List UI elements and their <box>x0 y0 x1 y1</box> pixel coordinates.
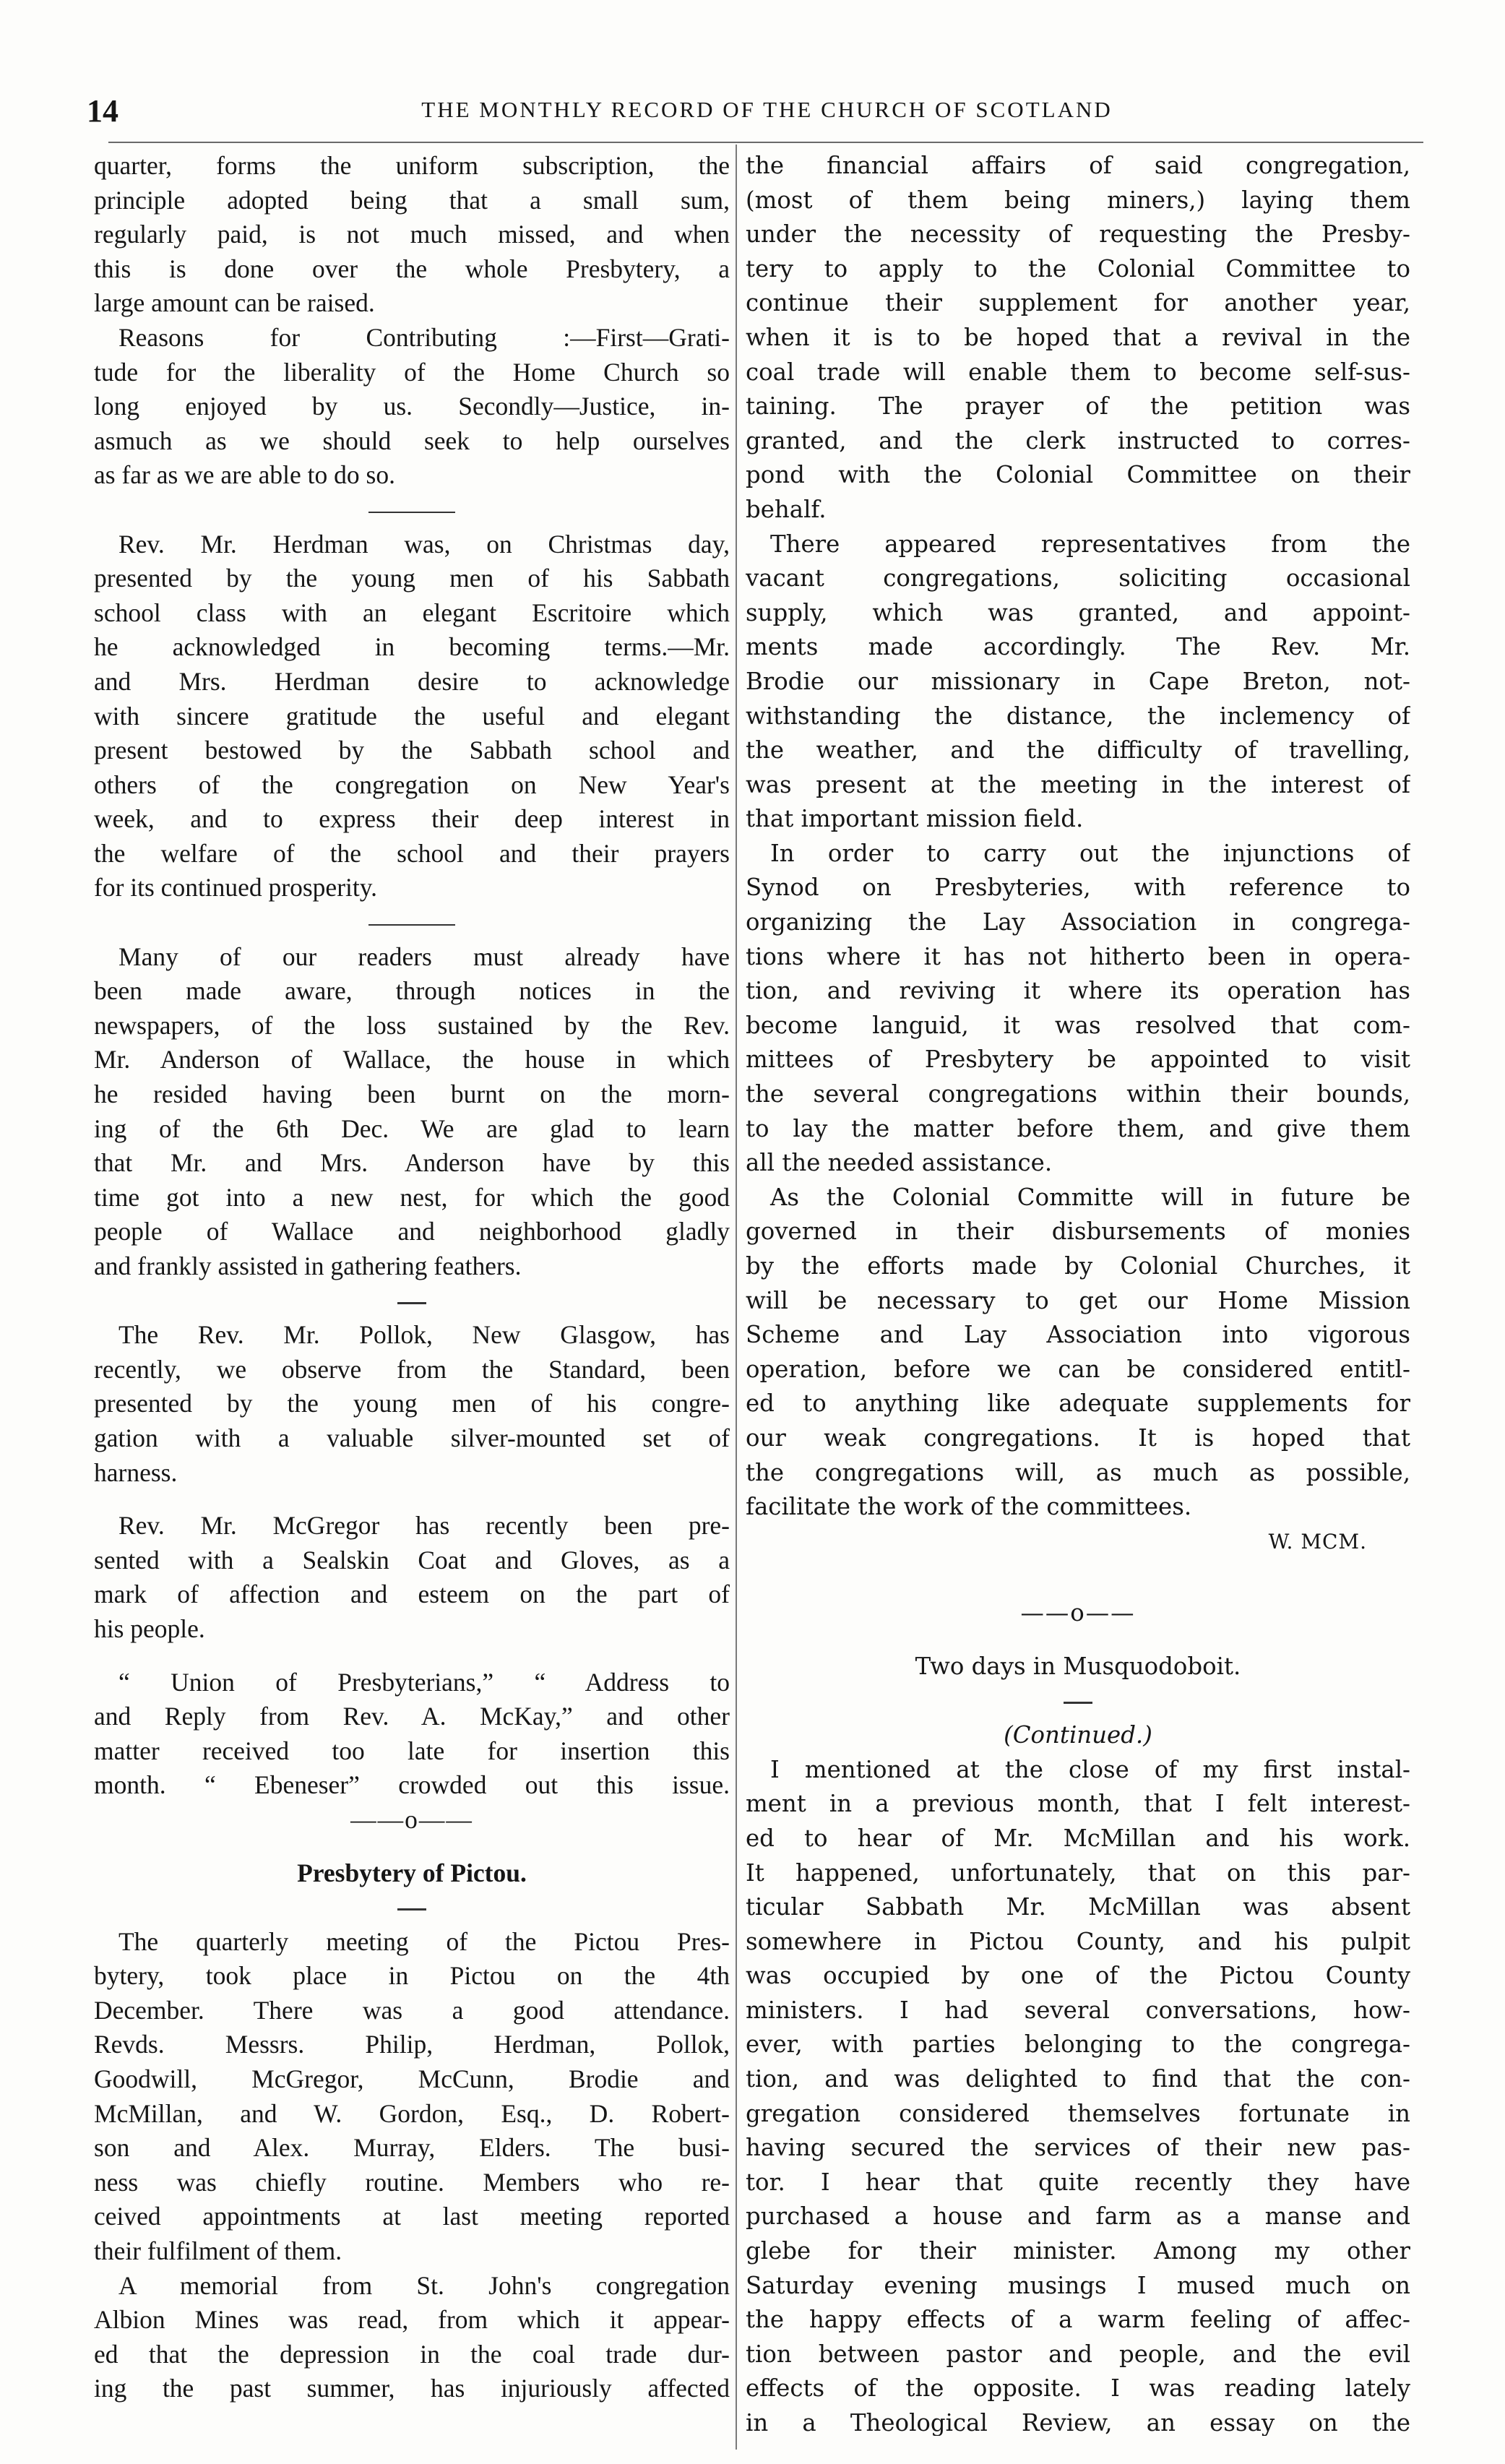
subscription-paragraph <box>94 149 730 321</box>
text-line: gation with a valuable silver-mounted set of <box>94 1423 730 1452</box>
section-separator <box>94 1284 730 1319</box>
text-line: tery to apply to the Colonial Committee to <box>746 254 1410 283</box>
text-line: withstanding the distance, the inclemency of <box>746 702 1410 730</box>
text-line: regularly paid, is not much missed, and when <box>94 220 730 249</box>
text-line: week, and to express their deep interest in <box>94 804 730 834</box>
text-line: I mentioned at the close of my first instal- <box>770 1755 1410 1783</box>
text-line: and frankly assisted in gathering feathers. <box>94 1252 522 1280</box>
text-line: with sincere gratitude the useful and elegant <box>94 701 730 731</box>
text-line: Mr. Anderson of Wallace, the house in which <box>94 1045 730 1074</box>
text-line: Scheme and Lay Association into vigorous <box>746 1321 1410 1349</box>
text-line: to lay the matter before them, and give them <box>746 1114 1410 1142</box>
section-separator: ——o—— <box>350 1804 473 1834</box>
text-line: was occupied by one of the Pictou County <box>746 1962 1410 1990</box>
text-line: mittees of Presbytery be appointed to visit <box>746 1046 1410 1074</box>
text-line: by the efforts made by Colonial Churches, it <box>746 1252 1410 1280</box>
text-line: Rev. Mr. Herdman was, on Christmas day, <box>118 529 730 559</box>
union-paragraph <box>94 1666 730 1803</box>
text-line: become languid, it was resolved that com- <box>746 1011 1410 1039</box>
vacant-paragraph <box>746 527 1410 837</box>
anderson-paragraph <box>94 940 730 1284</box>
text-line: granted, and the clerk instructed to corres- <box>746 426 1410 455</box>
text-line: somewhere in Pictou County, and his pulpit <box>746 1927 1410 1955</box>
text-line: others of the congregation on New Year's <box>94 770 730 799</box>
text-line: as far as we are able to do so. <box>94 460 395 490</box>
text-line: The Rev. Mr. Pollok, New Glasgow, has <box>118 1320 730 1350</box>
section-separator <box>94 905 730 940</box>
text-line: ticular Sabbath Mr. McMillan was absent <box>746 1893 1410 1921</box>
text-line: their fulfilment of them. <box>94 2236 342 2266</box>
text-line: December. There was a good attendance. <box>94 1995 730 2025</box>
text-line: he resided having been burnt on the morn- <box>94 1080 730 1109</box>
text-line: coal trade will enable them to become self-sus- <box>746 358 1410 386</box>
text-line: harness. <box>94 1457 178 1487</box>
signature: W. MCM. <box>1268 1529 1367 1554</box>
text-line: under the necessity of requesting the Presby- <box>746 220 1410 249</box>
text-line: There appeared representatives from the <box>770 530 1410 558</box>
text-line: continue their supplement for another year, <box>746 289 1410 317</box>
presbytery-paragraph <box>94 1925 730 2406</box>
text-line: tions where it has not hitherto been in opera- <box>746 942 1410 970</box>
presbytery-heading: Presbytery of Pictou. <box>297 1858 527 1887</box>
text-line: that Mr. and Mrs. Anderson have by this <box>94 1148 730 1178</box>
text-line: ments made accordingly. The Rev. Mr. <box>746 633 1410 661</box>
text-line: Saturday evening musings I mused much on <box>746 2271 1410 2299</box>
text-line: this is done over the whole Presbytery, a <box>94 254 730 283</box>
article-heading: Two days in Musquodoboit. <box>915 1652 1241 1680</box>
text-line: sented with a Sealskin Coat and Gloves, as a <box>94 1545 730 1575</box>
text-line: operation, before we can be considered entitl- <box>746 1355 1410 1383</box>
publication-title: THE MONTHLY RECORD OF THE CHURCH OF SCOTLAND <box>421 97 1113 122</box>
text-line: tor. I hear that quite recently they have <box>746 2168 1410 2196</box>
text-line: the welfare of the school and their prayers <box>94 838 730 868</box>
herdman-paragraph <box>94 527 730 906</box>
text-line: ed to anything like adequate supplements for <box>746 1390 1410 1418</box>
text-line: the congregations will, as much as possible, <box>746 1458 1410 1486</box>
colonial-paragraph <box>746 1181 1410 1525</box>
text-line: governed in their disbursements of monies <box>746 1218 1410 1246</box>
text-line: month. “ Ebeneser” crowded out this issue. <box>94 1770 730 1800</box>
section-separator: ——o—— <box>1020 1599 1136 1627</box>
text-line: present bestowed by the Sabbath school and <box>94 736 730 765</box>
left-column <box>94 149 730 2436</box>
text-line: been made aware, through notices in the <box>94 976 730 1006</box>
mcgregor-paragraph <box>94 1509 730 1646</box>
text-line: the happy effects of a warm feeling of affec- <box>746 2306 1410 2334</box>
text-line: bytery, took place in Pictou on the 4th <box>94 1961 730 1991</box>
text-line: supply, which was granted, and appoint- <box>746 598 1410 626</box>
page-number: 14 <box>87 93 118 129</box>
text-line: recently, we observe from the Standard, been <box>94 1354 730 1384</box>
text-line: purchased a house and farm as a manse and <box>746 2202 1410 2231</box>
text-line: ceived appointments at last meeting reported <box>94 2202 730 2231</box>
heading-rule <box>94 1890 730 1925</box>
text-line: Goodwill, McGregor, McCunn, Brodie and <box>94 2064 730 2094</box>
pollok-paragraph <box>94 1318 730 1490</box>
text-line: facilitate the work of the committees. <box>746 1493 1192 1521</box>
text-line: our weak congregations. It is hoped that <box>746 1423 1410 1452</box>
text-line: ever, with parties belonging to the congrega- <box>746 2030 1410 2059</box>
text-line: tion, and reviving it where its operation has <box>746 977 1410 1005</box>
text-line: ing of the 6th Dec. We are glad to learn <box>94 1113 730 1143</box>
text-line: for its continued prosperity. <box>94 873 378 903</box>
text-line: behalf. <box>746 495 827 523</box>
text-line: vacant congregations, soliciting occasional <box>746 564 1410 593</box>
text-line: tion, and was delighted to find that the con- <box>746 2065 1410 2093</box>
reasons-paragraph <box>94 321 730 493</box>
text-line: pond with the Colonial Committee on their <box>746 461 1410 489</box>
text-line: large amount can be raised. <box>94 288 375 318</box>
text-line: effects of the opposite. I was reading lately <box>746 2374 1410 2403</box>
text-line: quarter, forms the uniform subscription, the <box>94 151 730 180</box>
text-line: the financial affairs of said congregation, <box>746 152 1410 179</box>
text-line: newspapers, of the loss sustained by the Rev. <box>94 1010 730 1040</box>
text-line: time got into a new nest, for which the good <box>94 1182 730 1212</box>
text-line: In order to carry out the injunctions of <box>770 839 1410 867</box>
text-line: Synod on Presbyteries, with reference to <box>746 874 1410 902</box>
text-line: As the Colonial Committe will in future be <box>770 1183 1410 1211</box>
text-line: ness was chiefly routine. Members who re- <box>94 2167 730 2197</box>
text-line: McMillan, and W. Gordon, Esq., D. Robert- <box>94 2098 730 2128</box>
text-line: mark of affection and esteem on the part of <box>94 1580 730 1609</box>
text-line: Brodie our missionary in Cape Breton, not- <box>746 667 1410 695</box>
text-line: that important mission field. <box>746 805 1084 833</box>
text-line: taining. The prayer of the petition was <box>746 392 1410 421</box>
text-line: tude for the liberality of the Home Church so <box>94 357 730 387</box>
text-line: Revds. Messrs. Philip, Herdman, Pollok, <box>94 2030 730 2059</box>
text-line: Reasons for Contributing :—First—Grati- <box>118 322 730 352</box>
text-line: in a Theological Review, an essay on the <box>746 2409 1410 2436</box>
text-line: and Mrs. Herdman desire to acknowledge <box>94 666 730 696</box>
text-line: all the needed assistance. <box>746 1149 1053 1177</box>
right-column <box>746 149 1410 2436</box>
text-line: long enjoyed by us. Secondly—Justice, in- <box>94 392 730 421</box>
text-line: his people. <box>94 1614 205 1643</box>
text-line: the weather, and the difficulty of travelling, <box>746 736 1410 764</box>
running-head <box>43 92 1462 136</box>
text-line: matter received too late for insertion this <box>94 1736 730 1765</box>
text-line: was present at the meeting in the interest of <box>746 770 1410 798</box>
text-line: having secured the services of their new pas- <box>746 2134 1410 2162</box>
text-line: It happened, unfortunately, that on this par- <box>746 1858 1410 1887</box>
article-paragraph <box>746 1753 1410 2436</box>
text-line: asmuch as we should seek to help ourselves <box>94 426 730 455</box>
text-line: son and Alex. Murray, Elders. The busi- <box>94 2133 730 2163</box>
text-line: he acknowledged in becoming terms.—Mr. <box>94 632 730 662</box>
text-line: people of Wallace and neighborhood gladly <box>94 1217 730 1246</box>
text-line: the several congregations within their bounds, <box>746 1080 1410 1108</box>
article-subheading: (Continued.) <box>1004 1721 1152 1749</box>
heading-rule <box>746 1684 1410 1719</box>
text-line: ed to hear of Mr. McMillan and his work. <box>746 1824 1410 1852</box>
text-line: The quarterly meeting of the Pictou Pres- <box>118 1926 730 1956</box>
column-divider <box>736 145 737 2450</box>
text-line: presented by the young men of his Sabbath <box>94 564 730 593</box>
text-line: (most of them being miners,) laying them <box>746 186 1410 214</box>
text-line: principle adopted being that a small sum, <box>94 185 730 215</box>
text-line: and Reply from Rev. A. McKay,” and other <box>94 1702 730 1731</box>
text-line: Albion Mines was read, from which it appear- <box>94 2305 730 2335</box>
text-line: “ Union of Presbyterians,” “ Address to <box>118 1667 730 1697</box>
text-line: ment in a previous month, that I felt interest- <box>746 1790 1410 1818</box>
text-line: school class with an elegant Escritoire which <box>94 598 730 627</box>
section-separator <box>94 493 730 527</box>
text-line: presented by the young men of his congre- <box>94 1389 730 1418</box>
memorial-continuation <box>746 149 1410 527</box>
text-line: when it is to be hoped that a revival in the <box>746 323 1410 351</box>
text-line: A memorial from St. John's congregation <box>118 2270 730 2300</box>
header-rule <box>108 142 1423 143</box>
text-line: tion between pastor and people, and the evil <box>746 2340 1410 2368</box>
text-line: Rev. Mr. McGregor has recently been pre- <box>118 1511 730 1541</box>
text-line: ministers. I had several conversations, how- <box>746 1996 1410 2024</box>
text-line: gregation considered themselves fortunate in <box>746 2099 1410 2127</box>
text-line: glebe for their minister. Among my other <box>746 2237 1410 2265</box>
text-line: ed that the depression in the coal trade dur- <box>94 2339 730 2369</box>
text-line: organizing the Lay Association in congrega- <box>746 908 1410 936</box>
text-line: Many of our readers must already have <box>118 942 730 971</box>
text-line: ing the past summer, has injuriously affected <box>94 2374 730 2403</box>
text-line: will be necessary to get our Home Mission <box>746 1286 1410 1314</box>
synod-paragraph <box>746 837 1410 1181</box>
